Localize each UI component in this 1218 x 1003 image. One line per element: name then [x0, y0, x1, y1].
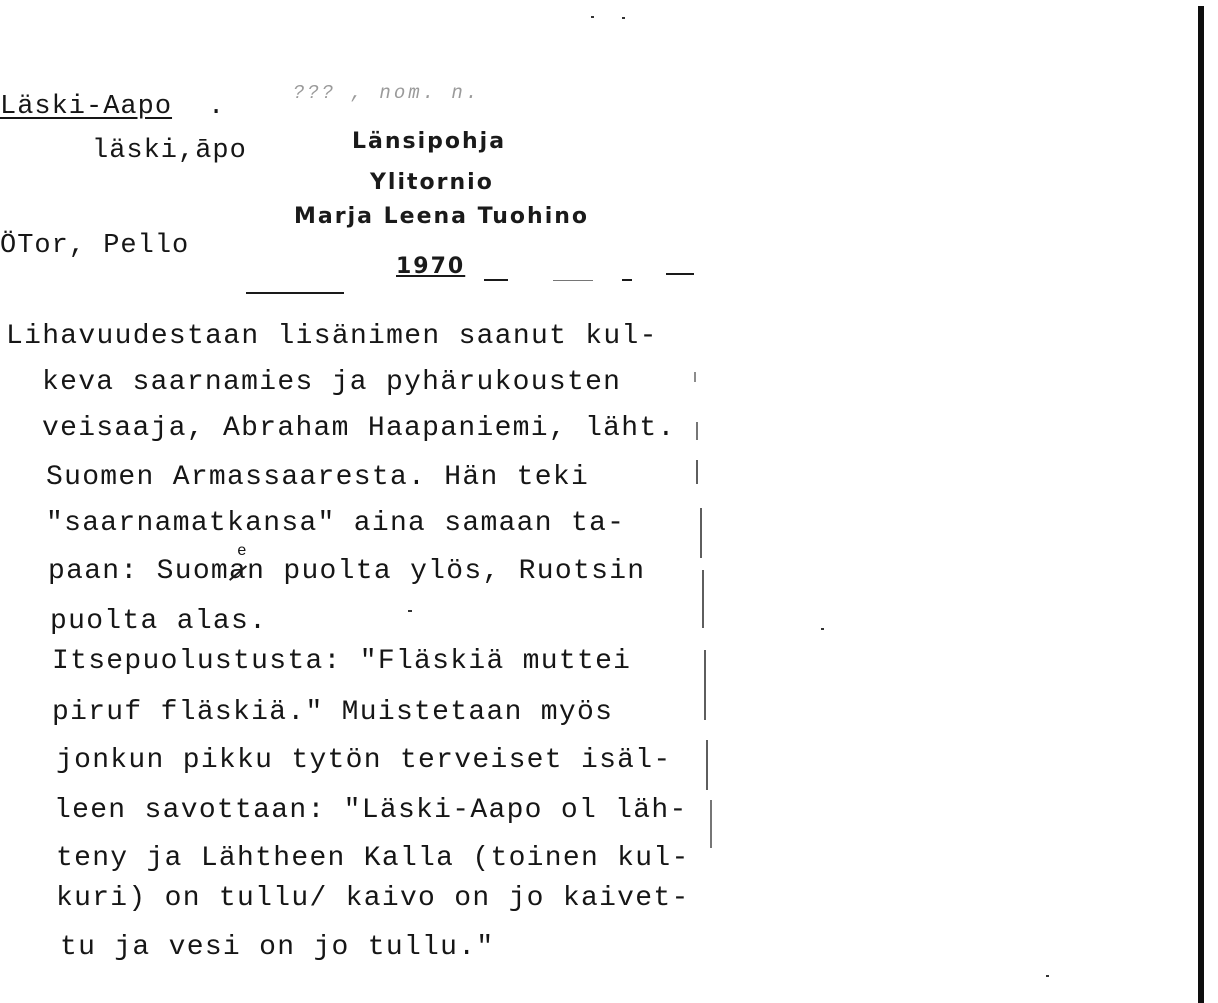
card-edge [1198, 6, 1204, 1003]
margin-mark [694, 372, 696, 382]
stamp-region: Länsipohja [352, 129, 507, 154]
margin-mark [704, 650, 706, 720]
stamp-year: 1970 [396, 254, 466, 279]
body-line-13: kuri) on tullu/ kaivo on jo kaivet- [56, 883, 690, 914]
margin-mark [706, 740, 708, 790]
name-variant: läski,āpo [92, 136, 247, 166]
margin-mark [710, 800, 712, 848]
body-line-2: keva saarnamies ja pyhärukousten [42, 367, 622, 398]
margin-mark [696, 422, 698, 440]
entry-title: Läski-Aapo [0, 92, 173, 122]
body-line-6-end: n puolta ylös, Ruotsin [247, 556, 646, 587]
struck-letter: a [229, 556, 248, 587]
body-line-7: puolta alas. [50, 606, 268, 637]
handwritten-note: ??? , nom. n. [293, 82, 481, 104]
speck [591, 16, 594, 18]
stamp-collector: Marja Leena Tuohino [294, 204, 590, 229]
handwritten-correction: e [237, 542, 247, 560]
body-line-10: jonkun pikku tytön terveiset isäl- [56, 745, 672, 776]
body-line-6-start: paan: Suom [48, 556, 230, 587]
body-line-8: Itsepuolustusta: "Fläskiä muttei [52, 646, 632, 677]
body-line-6 [48, 556, 645, 587]
body-line-11: leen savottaan: "Läski-Aapo ol läh- [54, 795, 688, 826]
header-divider [246, 292, 344, 294]
stamp-parish: Ylitornio [370, 170, 494, 195]
speck [1046, 975, 1049, 977]
body-line-3: veisaaja, Abraham Haapaniemi, läht. [42, 413, 676, 444]
body-line-1: Lihavuudestaan lisänimen saanut kul- [6, 321, 658, 352]
title-mark: . [208, 92, 226, 122]
body-line-4: Suomen Armassaaresta. Hän teki [46, 462, 590, 493]
speck [622, 17, 625, 19]
header-dash [666, 273, 694, 275]
body-line-5: "saarnamatkansa" aina samaan ta- [46, 508, 626, 539]
header-dash [553, 280, 593, 281]
header-dash [622, 279, 632, 281]
body-line-12: teny ja Lähtheen Kalla (toinen kul- [56, 843, 690, 874]
speck [821, 628, 824, 630]
margin-mark [700, 508, 702, 558]
header-dash [484, 279, 508, 281]
place-name: ÖTor, Pello [0, 231, 190, 261]
margin-mark [696, 460, 698, 484]
speck [408, 610, 412, 612]
body-line-14: tu ja vesi on jo tullu." [60, 932, 495, 963]
body-line-9: piruf fläskiä." Muistetaan myös [52, 697, 614, 728]
margin-mark [702, 570, 704, 628]
